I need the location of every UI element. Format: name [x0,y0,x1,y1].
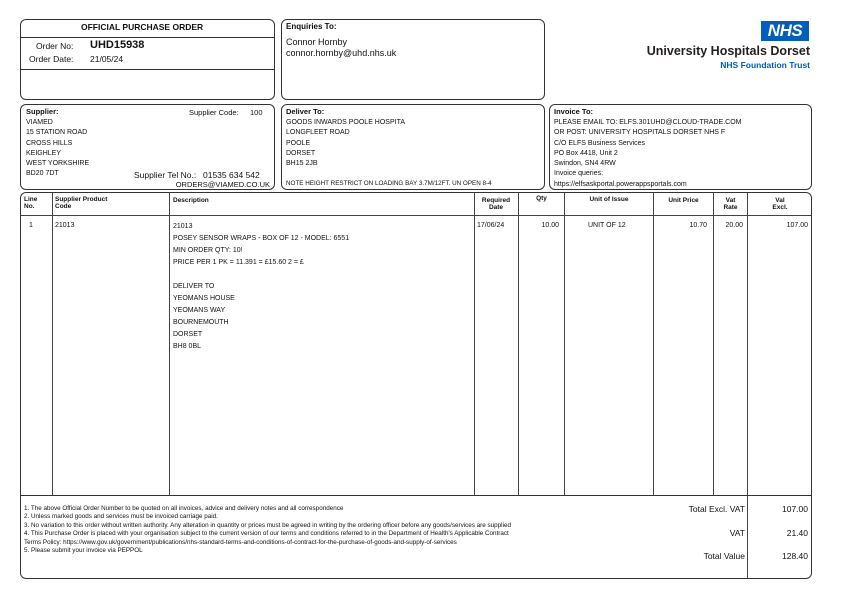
col-divider [747,193,748,495]
totals-divider [747,496,748,578]
col-divider [564,193,565,495]
deliver-address-line: POOLE [286,139,311,147]
total-value-label: Total Value [703,551,745,561]
description-line: YEOMANS HOUSE [173,295,235,302]
terms-line: 1. The above Official Order Number to be quoted on all invoices, advice and delivery notes and all correspondence [24,505,344,512]
hdr-vat-rate-2: Rate [723,204,738,212]
invoice-line: https://elfsaskportal.powerappsportals.com [554,180,687,188]
deliver-label: Deliver To: [286,107,325,116]
supplier-tel-label: Supplier Tel No.: [134,170,197,180]
total-value: 128.40 [782,551,808,561]
header-divider [21,215,811,216]
hdr-vat-rate-1: Vat [725,197,736,204]
enquiries-box [281,19,545,100]
description-line: BH8 0BL [173,343,202,350]
cell-unit-of-issue: UNIT OF 12 [588,222,626,229]
hdr-line-no [24,196,37,211]
supplier-box [20,104,275,190]
terms-line: 3. No variation to this order without written authority. Any alteration in quantity or prices must be agreed in writing by the ordering officer before any goods/services are supplied [24,521,511,529]
invoice-label: Invoice To: [554,107,594,116]
deliver-address [286,118,405,169]
vat-value: 21.40 [786,528,808,538]
deliver-note: NOTE HEIGHT RESTRICT ON LOADING BAY 3.7M/12FT. UN OPEN 8-4 [286,180,492,187]
description-line: BOURNEMOUTH [173,319,229,326]
invoice-line: Swindon, SN4 4RW [554,160,616,168]
description-line: 21013 [173,223,193,230]
order-heading: OFFICIAL PURCHASE ORDER [81,22,204,32]
deliver-address-line: BH15 2JB [286,160,318,168]
description-line: MIN ORDER QTY: 10! [173,247,243,254]
deliver-address-line: DORSET [286,149,316,157]
vat-label: VAT [729,528,745,538]
invoice-lines [554,118,741,190]
hdr-unit-price: Unit Price [668,197,699,204]
hdr-required-date-2: Date [488,204,504,212]
order-no: UHD15938 [90,39,145,51]
invoice-line: C/O ELFS Business Services [554,139,646,147]
invoice-line: OR POST: UNIVERSITY HOSPITALS DORSET NHS F [554,129,726,137]
nhs-logo: NHS [761,21,809,41]
description-line [173,269,349,281]
cell-vat-rate: 20.00 [725,222,743,229]
hdr-vat-excl-2: Excl. [772,204,788,212]
hdr-vat-rate [714,197,747,212]
enquiries-email: connor.hornby@uhd.nhs.uk [286,48,397,58]
terms-line: 5. Please submit your invoice via PEPPOL [24,547,143,555]
supplier-tel: 01535 634 542 [203,170,260,180]
cell-unit-price: 10.70 [689,222,707,229]
description-line: DELIVER TO [173,283,215,290]
items-table [20,192,812,495]
supplier-address-line: KEIGHLEY [26,149,62,157]
hdr-required-date-1: Required [481,197,511,204]
description-line: POSEY SENSOR WRAPS - BOX OF 12 - MODEL: 6551 [173,235,350,242]
hdr-required-date [476,197,516,212]
description-line: DORSET [173,331,203,338]
hdr-product-code-2: Code [55,203,72,211]
brand-org: University Hospitals Dorset [646,44,810,58]
hdr-product-code-1: Supplier Product [55,196,108,203]
supplier-label: Supplier: [26,107,59,116]
hdr-line-no-1: Line [24,196,38,203]
supplier-address-line: VIAMED [26,119,53,126]
supplier-address [26,118,89,180]
supplier-address-line: CROSS HILLS [26,139,73,147]
col-divider [518,193,519,495]
invoice-line: PLEASE EMAIL TO: ELFS.301UHD@CLOUD-TRADE.COM [554,119,742,126]
description-line: PRICE PER 1 PK = 11.391 = £15.60 2 = £ [173,259,304,266]
cell-description [173,221,349,353]
supplier-email: ORDERS@VIAMED.CO.UK [175,180,270,189]
col-divider [713,193,714,495]
order-date: 21/05/24 [90,54,124,64]
supplier-code: 100 [250,108,263,117]
hdr-vat-excl-1: Val [775,197,785,204]
deliver-address-line: GOODS INWARDS POOLE HOSPITA [286,119,406,126]
description-line: YEOMANS WAY [173,307,226,314]
deliver-box [281,104,545,190]
invoice-line: Invoice queries: [554,170,604,178]
supplier-address-line: 15 STATION ROAD [26,129,88,137]
terms-line: 2. Unless marked goods and services must be invoiced carriage paid. [24,513,218,521]
enquiries-label: Enquiries To: [286,22,337,31]
brand-trust: NHS Foundation Trust [720,60,810,70]
col-divider [653,193,654,495]
invoice-line: PO Box 4418, Unit 2 [554,149,618,157]
cell-vat-excl: 107.00 [786,222,808,229]
total-excl-label: Total Excl. VAT [688,504,745,514]
order-no-label: Order No: [36,41,74,51]
supplier-address-line: BD20 7DT [26,170,59,178]
supplier-address-line: WEST YORKSHIRE [26,160,90,168]
hdr-unit-of-issue: Unit of Issue [589,196,629,203]
deliver-address-line: LONGFLEET ROAD [286,129,350,137]
order-divider [21,69,274,70]
order-heading-divider [21,37,274,38]
terms-line: 4. This Purchase Order is placed with your organisation subject to the current version of our terms and conditions referred to in the Department of Health's Applicable Contract [24,530,509,538]
col-divider [169,193,170,495]
hdr-qty: Qty [536,195,547,202]
terms [24,505,511,555]
hdr-product-code [55,196,107,211]
supplier-code-label: Supplier Code: [189,108,239,117]
footer-box [20,495,812,579]
cell-qty: 10.00 [541,222,559,229]
cell-line-no: 1 [29,222,33,229]
hdr-description: Description [173,197,209,204]
col-divider [52,193,53,495]
terms-line: Terms Policy: https://www.gov.uk/government/publications/nhs-standard-terms-and-conditions-of-contract-for-the-purchase-of-goods-and-supply-of-services [24,538,457,546]
hdr-line-no-2: No. [24,203,35,211]
total-excl-value: 107.00 [782,504,808,514]
cell-required-date: 17/06/24 [477,222,505,229]
order-date-label: Order Date: [29,54,74,64]
hdr-vat-excl [748,197,812,212]
order-box [20,19,275,100]
cell-product-code: 21013 [55,222,75,229]
invoice-box [549,104,812,190]
col-divider [474,193,475,495]
enquiries-name: Connor Hornby [286,37,348,47]
